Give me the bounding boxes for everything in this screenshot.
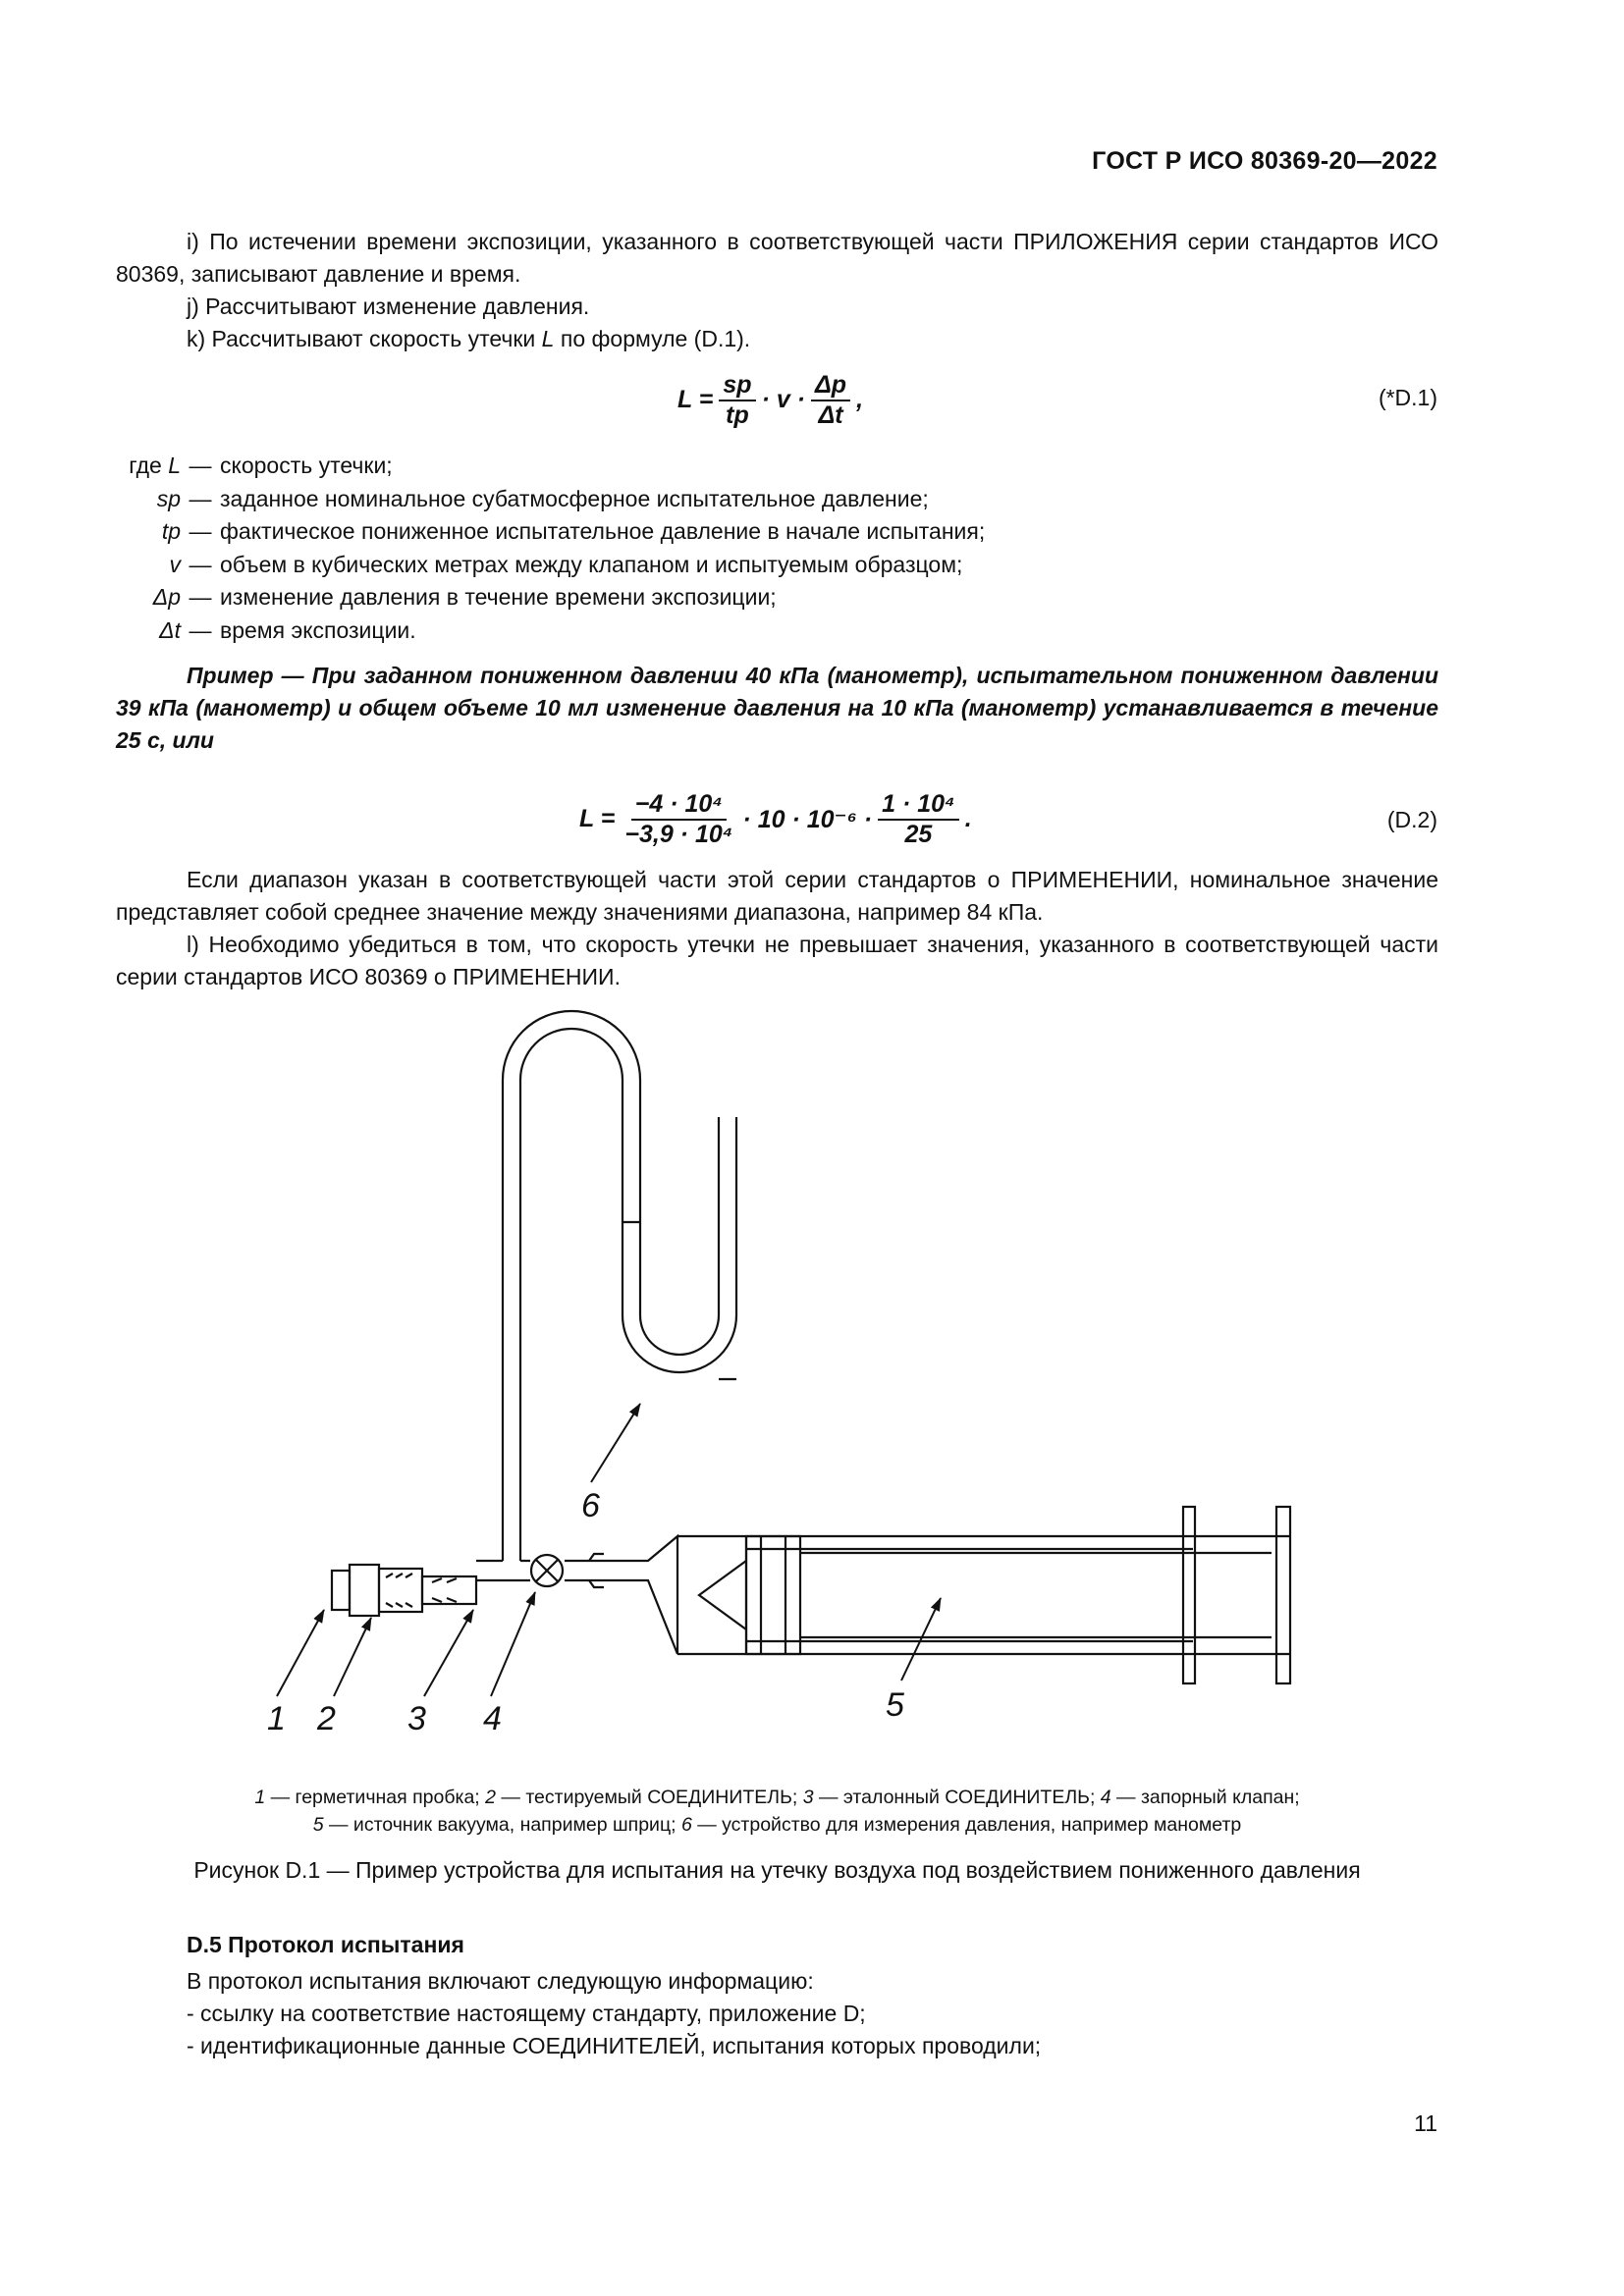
callout-line-2 (334, 1618, 371, 1696)
figure-title: Рисунок D.1 — Пример устройства для испытания на утечку воздуха под воздействием пониженного давления (193, 1857, 1361, 1883)
legend-number: 3 (802, 1787, 814, 1808)
paragraph-k-before: k) Рассчитывают скорость утечки (187, 326, 542, 351)
variable-symbol: Δt (159, 616, 181, 643)
legend-text: — эталонный СОЕДИНИТЕЛЬ; (813, 1787, 1101, 1808)
figure-legend-line-1 (116, 1784, 1438, 1811)
variable-dash: — (189, 518, 212, 545)
paragraph-l: l) Необходимо убедиться в том, что скорость утечки не превышает значения, указанного в соответствующей части серии стандартов ИСО 80369 о ПРИМЕНЕНИИ. (116, 932, 1438, 989)
paragraph-k-var: L (541, 326, 555, 351)
section-title: D.5 Протокол испытания (187, 1932, 464, 1957)
formula-d2-end: . (964, 805, 972, 833)
variable-description: фактическое пониженное испытательное давление в начале испытания; (220, 518, 986, 545)
variable-dash: — (189, 453, 212, 478)
syringe-end-cap (1276, 1507, 1290, 1683)
figure-legend-line-2 (116, 1811, 1438, 1839)
formula-d1-mid: · v · (761, 386, 806, 414)
variable-prefix: где (129, 453, 169, 478)
callout-line-6 (591, 1404, 640, 1482)
variable-description: время экспозиции. (220, 616, 416, 643)
variable-description: объем в кубических метрах между клапаном и испытуемым образцом; (220, 551, 963, 577)
formula-d2-number: (D.2) (1386, 807, 1437, 832)
legend-text: — тестируемый СОЕДИНИТЕЛЬ; (496, 1787, 803, 1808)
variable-symbol: v (169, 551, 181, 577)
variable-description: скорость утечки; (220, 453, 393, 478)
variable-dash: — (189, 551, 212, 577)
legend-text: — устройство для измерения давления, например манометр (691, 1814, 1242, 1836)
page-number: 11 (1414, 2110, 1437, 2136)
figure-label-3: 3 (407, 1700, 426, 1737)
figure-label-4: 4 (483, 1700, 502, 1737)
legend-number: 5 (312, 1814, 324, 1836)
paragraph-j: j) Рассчитывают изменение давления. (187, 294, 590, 319)
section-list-item: - идентификационные данные СОЕДИНИТЕЛЕЙ, испытания которых проводили; (187, 2033, 1042, 2058)
manometer-inner-tube (520, 1029, 736, 1561)
formula-d1-den-2: Δt (818, 400, 843, 429)
legend-number: 4 (1100, 1787, 1111, 1808)
figure-label-6: 6 (581, 1487, 600, 1524)
formula-d1-num-1: sp (719, 371, 755, 401)
variable-dash: — (189, 616, 212, 643)
callout-line-5 (901, 1598, 941, 1681)
variable-symbol: Δp (152, 584, 181, 611)
legend-number: 2 (485, 1787, 496, 1808)
formula-d2-lhs: L = (579, 805, 616, 833)
legend-text: — герметичная пробка; (265, 1787, 486, 1808)
syringe-plunger-rod (800, 1553, 1272, 1637)
formula-d1-lhs: L = (677, 386, 714, 414)
formula-d1-num-2: Δp (811, 371, 850, 401)
syringe-plunger-head (746, 1536, 800, 1654)
callout-line-3 (424, 1610, 473, 1696)
variable-dash: — (189, 485, 212, 511)
variable-symbol-text: L (168, 453, 181, 478)
syringe-nozzle (609, 1536, 677, 1654)
syringe-flange (1183, 1507, 1195, 1683)
legend-number: 6 (680, 1814, 692, 1836)
formula-d1-den-1: tp (726, 400, 749, 429)
legend-text: — запорный клапан; (1110, 1787, 1300, 1808)
formula-d2-num-1: −4 · 10⁴ (631, 790, 727, 821)
legend-number: 1 (254, 1787, 266, 1808)
variable-symbol: sp (156, 485, 181, 511)
document-header: ГОСТ Р ИСО 80369-20—2022 (1092, 147, 1437, 175)
callout-line-1 (277, 1610, 324, 1696)
figure-label-1: 1 (267, 1700, 286, 1737)
manometer-outer-tube (503, 1011, 719, 1561)
callout-line-4 (491, 1592, 535, 1696)
formula-d1-number: (*D.1) (1378, 385, 1437, 410)
formula-d1-end: , (856, 386, 864, 414)
variable-symbol: tp (161, 518, 181, 545)
sealing-cap (332, 1571, 350, 1610)
section-body (187, 1965, 1041, 2062)
variable-dash: — (189, 584, 212, 611)
example-text: Пример — При заданном пониженном давлении 40 кПа (манометр), испытательном пониженном давлении 39 кПа (манометр) и общем объеме 10 мл изменение давления на 10 кПа (манометр) устанавливается в течение 25 с, или (116, 663, 1438, 753)
paragraph-i: i) По истечении времени экспозиции, указанного в соответствующей части ПРИЛОЖЕНИЯ серии стандартов ИСО 80369, записывают давление и время. (116, 229, 1438, 287)
figure-label-5: 5 (886, 1686, 904, 1724)
section-intro: В протокол испытания включают следующую информацию: (187, 1968, 814, 1994)
paragraph-range: Если диапазон указан в соответствующей части этой серии стандартов о ПРИМЕНЕНИИ, номинальное значение представляет собой среднее значение между значениями диапазона, например 84 кПа. (116, 867, 1438, 925)
formula-d2-den-2: 25 (904, 820, 933, 848)
variable-description: заданное номинальное субатмосферное испытательное давление; (220, 485, 929, 511)
legend-text: — источник вакуума, например шприц; (323, 1814, 681, 1836)
formula-d2-num-2: 1 · 10⁴ (878, 790, 959, 821)
figure-legend (116, 1784, 1438, 1839)
paragraph-k-after: по формуле (D.1). (554, 326, 751, 351)
section-list-item: - ссылку на соответствие настоящему стандарту, приложение D; (187, 2001, 866, 2026)
formula-d2-mid: · 10 · 10⁻⁶ · (742, 805, 873, 833)
formula-d2-den-1: −3,9 · 10⁴ (624, 820, 733, 848)
variable-description: изменение давления в течение времени экспозиции; (220, 584, 777, 611)
figure-label-2: 2 (317, 1700, 336, 1737)
